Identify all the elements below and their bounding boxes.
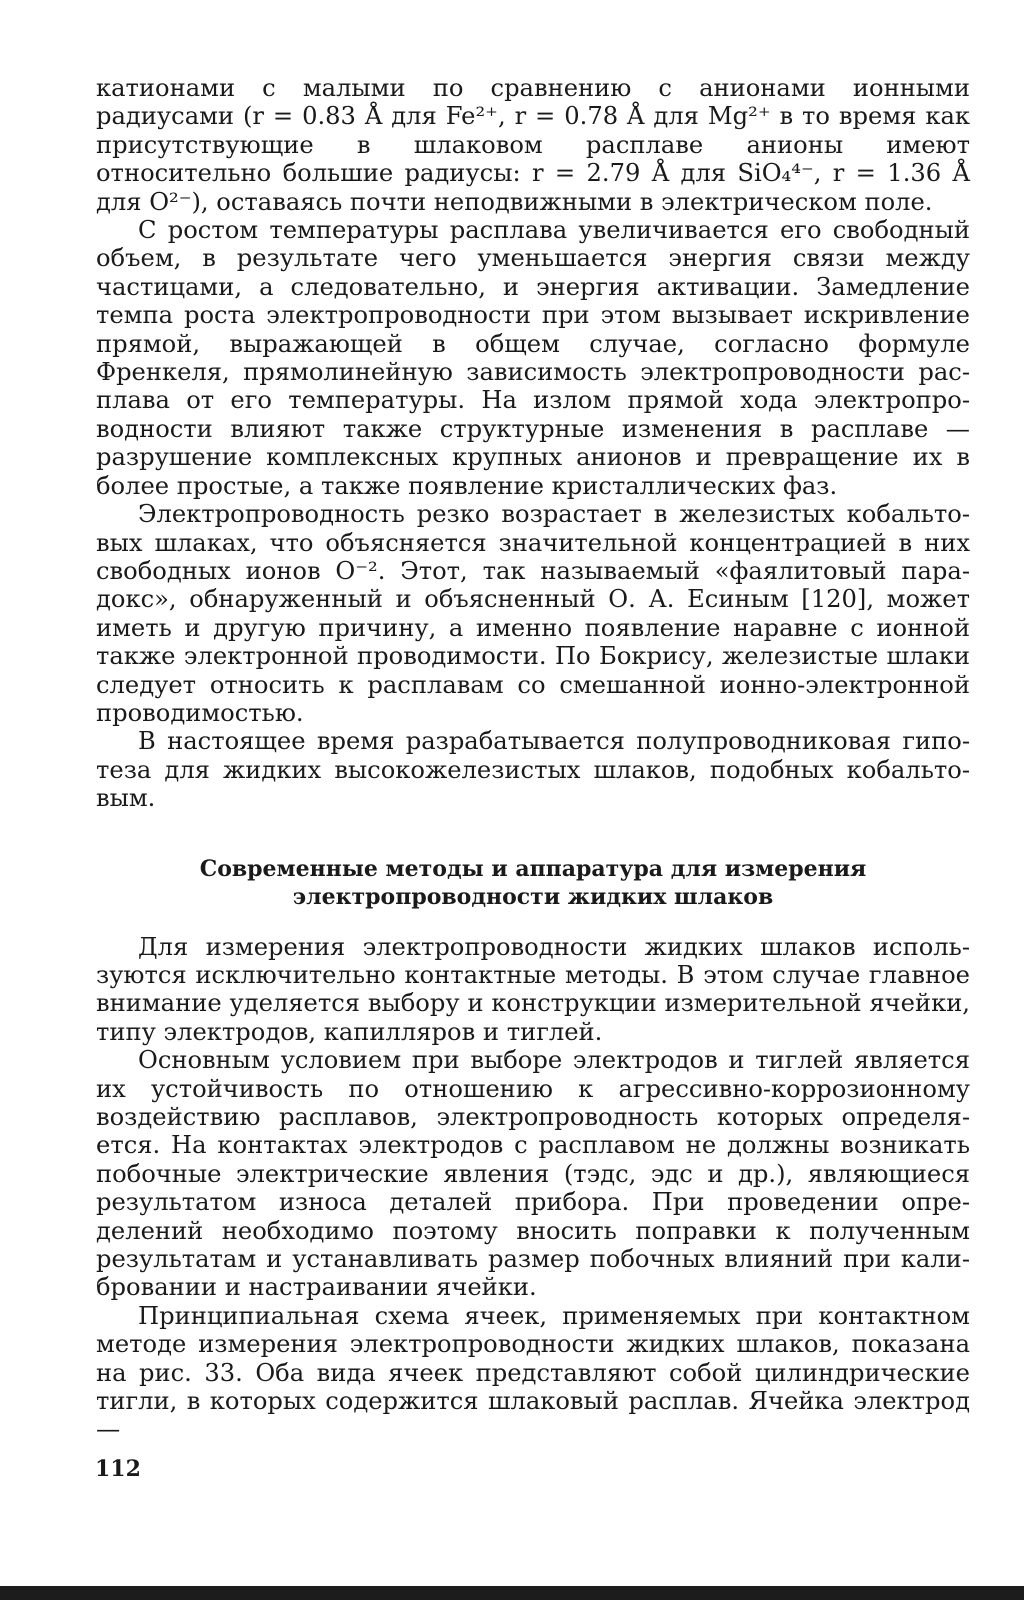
paragraph-fayalite-paradox: Электропроводность резко возрастает в железистых кобальтовых шлаках, что объясняется значительной концентрацией в них свободных ионов O⁻². Этот, так называемый «фаялитовый парадокс», обнаруженный и объясненный О. А. Есиным [120], может иметь и другую причину, а именно появление наравне с ионной также электронной проводимости. По Бокрису, железистые шлаки следует относить к расплавам со смешанной ионно-электронной проводимостью.	[96, 500, 970, 727]
paragraph-semiconductor-hypothesis: В настоящее время разрабатывается полупроводниковая гипотеза для жидких высокожелезистых шлаков, подобных кобальтовым.	[96, 727, 970, 813]
page-body	[96, 74, 970, 1444]
paragraph-continuation: катионами с малыми по сравнению с анионами ионными радиусами (r = 0.83 Å для Fe²⁺, r = 0.78 Å для Mg²⁺ в то время как присутствующие в шлаковом расплаве анионы имеют относительно большие радиусы: r = 2.79 Å для SiO₄⁴⁻, r = 1.36 Å для O²⁻), оставаясь почти неподвижными в электрическом поле.	[96, 74, 970, 216]
paragraph-contact-methods: Для измерения электропроводности жидких шлаков используются исключительно контактные методы. В этом случае главное внимание уделяется выбору и конструкции измерительной ячейки, типу электродов, капилляров и тиглей.	[96, 932, 970, 1046]
paragraph-cell-scheme: Принципиальная схема ячеек, применяемых при контактном методе измерения электропроводности жидких шлаков, показана на рис. 33. Оба вида ячеек представляют собой цилиндрические тигли, в которых содержится шлаковый расплав. Ячейка электрод—	[96, 1301, 970, 1444]
section-heading-line-1: Современные методы и аппаратура для измерения	[199, 855, 867, 882]
section-heading-line-2: электропроводности жидких шлаков	[292, 883, 774, 910]
section-heading	[96, 855, 970, 911]
scan-bottom-edge	[0, 1586, 1024, 1600]
page-number: 112	[95, 1456, 141, 1482]
paragraph-temperature: С ростом температуры расплава увеличивается его свободный объем, в результате чего уменьшается энергия связи между частицами, а следовательно, и энергия активации. Замедление темпа роста электропроводности при этом вызывает искривление прямой, выражающей в общем случае, согласно формуле Френкеля, прямолинейную зависимость электропроводности расплава от его температуры. На излом прямой хода электропроводности влияют также структурные изменения в расплаве — разрушение комплексных крупных анионов и превращение их в более простые, а также появление кристаллических фаз.	[96, 216, 970, 500]
paragraph-electrode-conditions: Основным условием при выборе электродов и тиглей является их устойчивость по отношению к агрессивно-коррозионному воздействию расплавов, электропроводность которых определяется. На контактах электродов с расплавом не должны возникать побочные электрические явления (тэдс, эдс и др.), являющиеся результатом износа деталей прибора. При проведении определений необходимо поэтому вносить поправки к полученным результатам и устанавливать размер побочных влияний при калибровании и настраивании ячейки.	[96, 1046, 970, 1302]
